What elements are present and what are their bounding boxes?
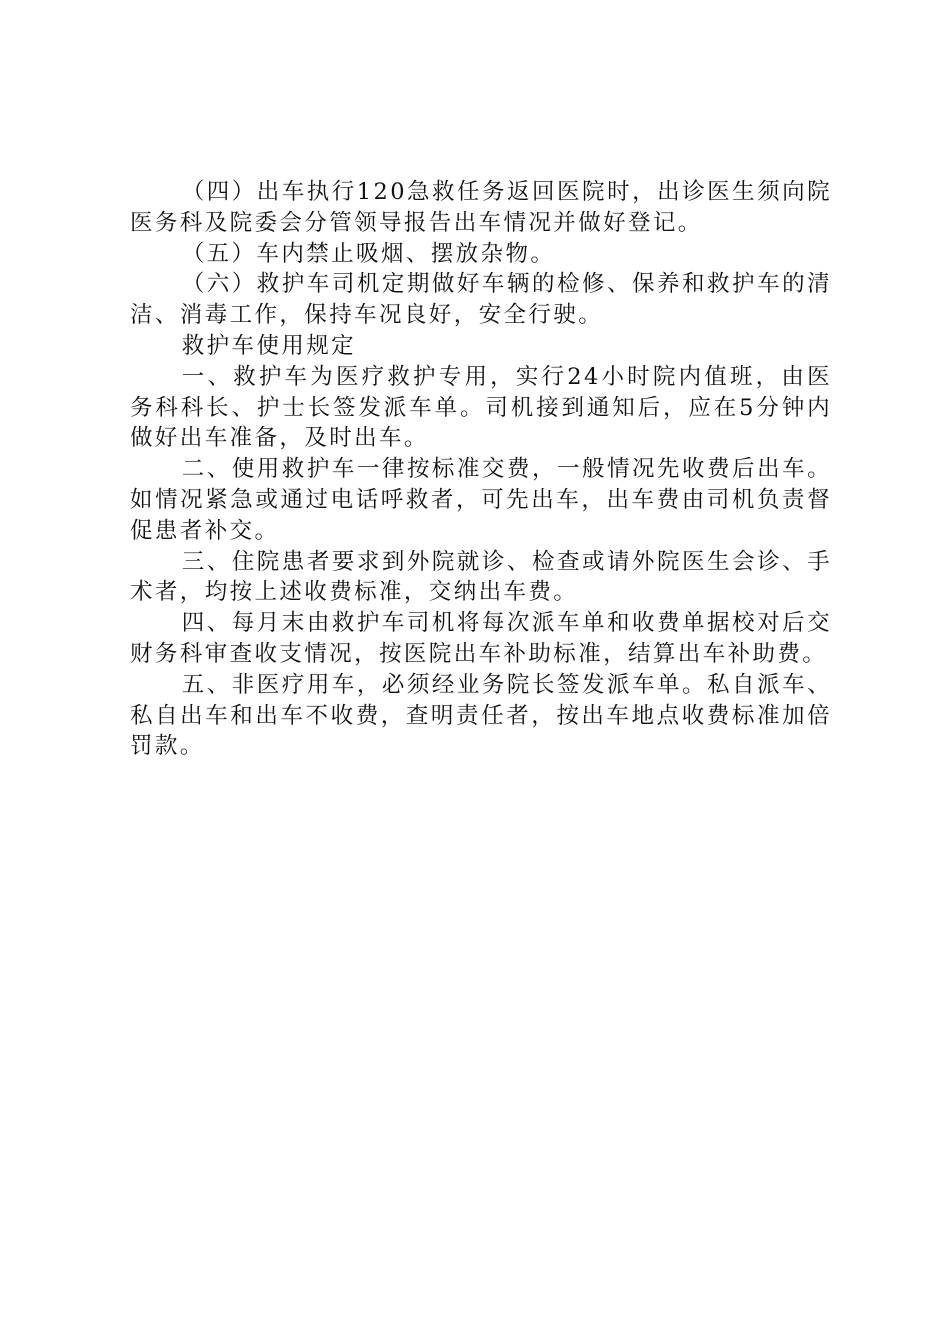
rule-item-3: 三、住院患者要求到外院就诊、检查或请外院医生会诊、手术者，均按上述收费标准，交纳出车费。 (130, 548, 832, 606)
rule-item-2: 二、使用救护车一律按标准交费，一般情况先收费后出车。如情况紧急或通过电话呼救者，可先出车，出车费由司机负责督促患者补交。 (130, 456, 832, 544)
rule-item-1: 一、救护车为医疗救护专用，实行24小时院内值班，由医务科科长、护士长签发派车单。司机接到通知后，应在5分钟内做好出车准备，及时出车。 (130, 363, 832, 452)
rule-item-5: 五、非医疗用车，必须经业务院长签发派车单。私自派车、私自出车和出车不收费，查明责任者，按出车地点收费标准加倍罚款。 (130, 671, 832, 760)
paragraph-item-6: （六）救护车司机定期做好车辆的检修、保养和救护车的清洁、消毒工作，保持车况良好，安全行驶。 (130, 271, 832, 329)
rule-item-4: 四、每月末由救护车司机将每次派车单和收费单据校对后交财务科审查收支情况，按医院出车补助标准，结算出车补助费。 (130, 610, 832, 667)
section-heading: 救护车使用规定 (181, 332, 357, 359)
document-body (130, 177, 832, 762)
paragraph-item-4: （四）出车执行120急救任务返回医院时，出诊医生须向院医务科及院委会分管领导报告出车情况并做好登记。 (130, 179, 832, 236)
paragraph-item-5: （五）车内禁止吸烟、摆放杂物。 (181, 240, 556, 267)
